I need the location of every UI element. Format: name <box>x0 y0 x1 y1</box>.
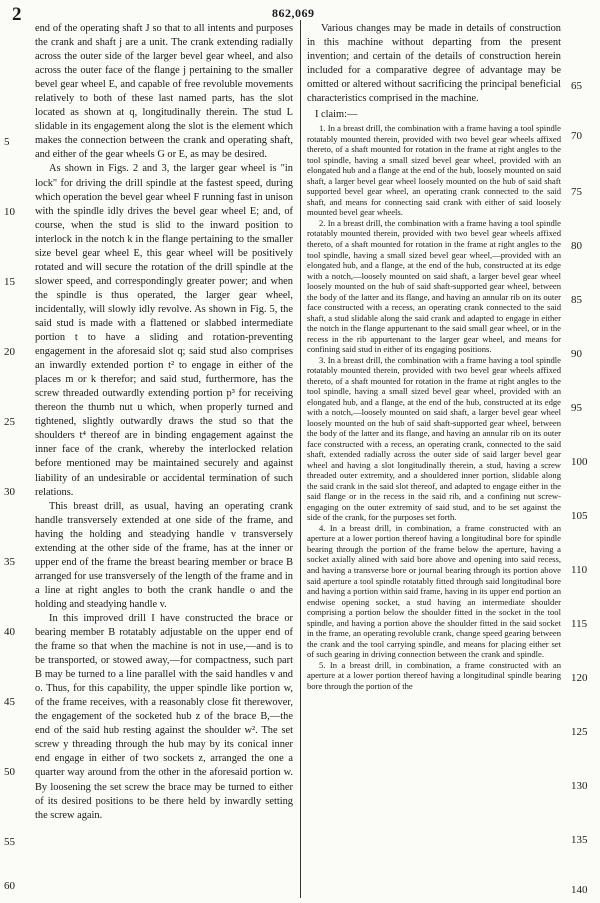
line-number: 5 <box>4 136 10 148</box>
paragraph: As shown in Figs. 2 and 3, the larger gear wheel is "in lock" for driving the drill spindle at the fastest speed, during which operation the bevel gear wheel F running fast in unison with the spindle idly drives the bevel gear wheel E; and, of course, when the stud is slid to the inward position to interlock in the notch k in the flange pertaining to the smaller size bevel gear wheel E, this gear wheel will be positively rotated and will secure the rotation of the drill spindle at the slower speed, and correspondingly greater power; and when the spindle is thus operated, the larger gear wheel, incidentally, will slowly idly revolve. As shown in Fig. 5, the said stud is made with a flattened or slabbed intermediate portion t to have a sliding and rotation-preventing engagement in the aforesaid slot q; said stud also comprises an inwardly extended portion t² to engage in either of the places m or k therefor; and said stud, furthermore, has the screw threaded outwardly extending portion p³ for receiving thereon the thumb nut u which, when properly turned and tightened, slightly outwardly draws the stud so that the shoulders t⁴ thereof are in binding engagement against the inner face of the crank, whereby the interlocked relation before mentioned may be maintained securely and against liability of an undesirable or accidental termination of such relations. <box>35 163 293 498</box>
line-number: 125 <box>571 726 588 738</box>
page-number: 2 <box>12 4 22 25</box>
line-number: 65 <box>571 80 582 92</box>
line-number: 110 <box>571 564 588 576</box>
line-number: 135 <box>571 834 588 846</box>
line-number: 55 <box>4 836 15 848</box>
column-divider <box>300 20 301 898</box>
line-number: 90 <box>571 348 582 360</box>
intro-paragraph: Various changes may be made in details of construction in this machine without departing from the present invention; and certain of the details of construction herein included for a comparative degree of advantage may be omitted or altered without sacrificing the principal beneficial characteristics comprised in the machine. <box>307 23 561 105</box>
claim: 3. In a breast drill, the combination with a frame having a tool spindle rotatably mounted therein, provided with two bevel gear wheels affixed thereto, of a shaft mounted for rotation in the frame at right angles to the tool spindle, having a small sized bevel gear wheel, provided with an elongated hub, and a flange, at the end of the hub, constructed at its edge with a notch,—loosely mounted on said shaft, a larger bevel gear wheel loosely mounted on the hub of said shaft-supported gear wheel, between the body of the latter and its flange, and having an annular rib on its outer face constructed with a recess, an operating crank, connected to the said shaft, extended radially across the outer side of said larger bevel gear wheel and having a slot longitudinally therein, a stud, having a screw threaded outer extremity, and a shouldered inner portion, slidable along the said crank in the said slot thereof, and adapted to engage either in the said flange or in the recess in the said rib, and a confining nut screw-engaging on the outer extremity of said stud, and to be set against the side of the crank, for the purposes set forth. <box>307 354 561 523</box>
patent-number: 862,069 <box>272 6 315 20</box>
line-number: 120 <box>571 672 588 684</box>
line-number: 80 <box>571 240 582 252</box>
line-number: 140 <box>571 884 588 896</box>
paragraph: In this improved drill I have constructed the brace or bearing member B rotatably adjustable on the upper end of the frame so that when the machine is not in use,—and is to be transported, or stowed away,—for compactness, such part B may be turned to a line parallel with the said handles v and o. Thus, for this capability, the upper spindle like portion w, of the frame receives, with a reasonably close fit therewover, the engagement of the socketed hub z of the brace B,—the end of the said hub resting against the shoulder w². The set screw y threading through the hub may by its conical inner end engage in either of two sockets z, arranged the one a quarter way around from the other in the aforesaid portion w. By loosening the set screw the brace may be turned to either of its desired positions to be there held by inwardly setting the screw again. <box>35 612 293 821</box>
line-number: 115 <box>571 618 588 630</box>
line-number: 75 <box>571 186 582 198</box>
line-number: 70 <box>571 130 582 142</box>
line-number: 30 <box>4 486 15 498</box>
claims-heading: I claim:— <box>315 109 358 121</box>
line-number: 10 <box>4 206 15 218</box>
line-number: 105 <box>571 510 588 522</box>
line-number: 50 <box>4 766 15 778</box>
line-number: 95 <box>571 402 582 414</box>
claim: 5. In a breast drill, in combination, a frame constructed with an aperture at a lower portion thereof having a longitudinal spindle bearing bore through the portion of the <box>307 659 561 691</box>
line-number: 60 <box>4 880 15 892</box>
line-number: 15 <box>4 276 15 288</box>
left-column <box>35 22 293 823</box>
claim: 4. In a breast drill, in combination, a frame constructed with an aperture at a lower portion thereof having a longitudinal bore for spindle bearing through the portion of the frame below the aperture, having a socket axially alined with said bore above and opening into said recess, and having a transverse bore or journal bearing through its portion above said aperture a tool spindle rotatably fitted through said longitudinal bore and having a portion within said frame, having in its upper end portion an endwise opening socket, a stud having an intermediate shoulder comprising a portion below the shoulder fitted in the socket in the tool spindle, and having a portion above the shoulder fitted in the said socket in the frame, an operating revoluble crank, change speed gearing between the crank and the tool carrying spindle, and means for placing either set of such gearing in driving connection between the crank and spindle. <box>307 522 561 660</box>
line-number: 100 <box>571 456 588 468</box>
right-column <box>307 22 561 691</box>
line-number: 130 <box>571 780 588 792</box>
line-number: 20 <box>4 346 15 358</box>
claim: 2. In a breast drill, the combination with a frame having a tool spindle rotatably mounted therein, provided with two bevel gear wheels affixed thereto, of a shaft mounted for rotation in the frame at right angles to the tool spindle, having a small sized bevel gear wheel,—provided with an elongated hub, and a flange, at the end of the hub, constructed at its edge with a notch,—loosely mounted on said shaft, a larger bevel gear wheel loosely mounted on the hub of said shaft-supported gear wheel, between the body of the latter and its flange, and having an annular rib on its outer face constructed with a recess, an operating crank connected to the said shaft, a stud slidable along the said crank and adapted to engage in either the notch in the flange appurtenant to the said small gear wheel, or in the recess in the rib appurtenant to the larger gear wheel, and means for confining said stud in either of its engaging positions. <box>307 217 561 355</box>
line-number: 45 <box>4 696 15 708</box>
paragraph: This breast drill, as usual, having an operating crank handle transversely extended at one side of the frame, and having the holding and steadying handle v transversely extending at the other side of the frame, has at the inner or upper end of the frame the breast bearing member or brace B arranged for use transversely of the length of the frame and in a line at right angles to both the crank handle o and the holding and steadying handle v. <box>35 500 293 610</box>
line-number: 25 <box>4 416 15 428</box>
line-number: 40 <box>4 626 15 638</box>
paragraph: end of the operating shaft J so that to all intents and purposes the crank and shaft j are a unit. The crank extending radially across the outer side of the larger bevel gear wheel, and also across the outer face of the flange j pertaining to the smaller bevel gear wheel E, and capable of free revoluble movements relatively to both of these last named parts, has the slot located as shown at q, longitudinally therein. The stud L slidable in its engagement along the slot is the element which makes the connection between the crank and operating shaft, and either of the gear wheels G or E, as may be desired. <box>35 23 293 161</box>
claim: 1. In a breast drill, the combination with a frame having a tool spindle rotatably mounted therein, provided with two bevel gear wheels affixed thereto, of a shaft mounted for rotation in the frame at right angles to the tool spindle, having a small sized bevel gear wheel, provided with an elongated hub and a flange at the end of the hub, loosely mounted on said shaft, a larger bevel gear wheel loosely mounted on the hub of said shaft supported bevel gear wheel, an operating crank connected to the said shaft, and means for connecting said crank with either of said loosely mounted bevel gear wheels. <box>307 123 561 218</box>
line-number: 35 <box>4 556 15 568</box>
line-number: 85 <box>571 294 582 306</box>
